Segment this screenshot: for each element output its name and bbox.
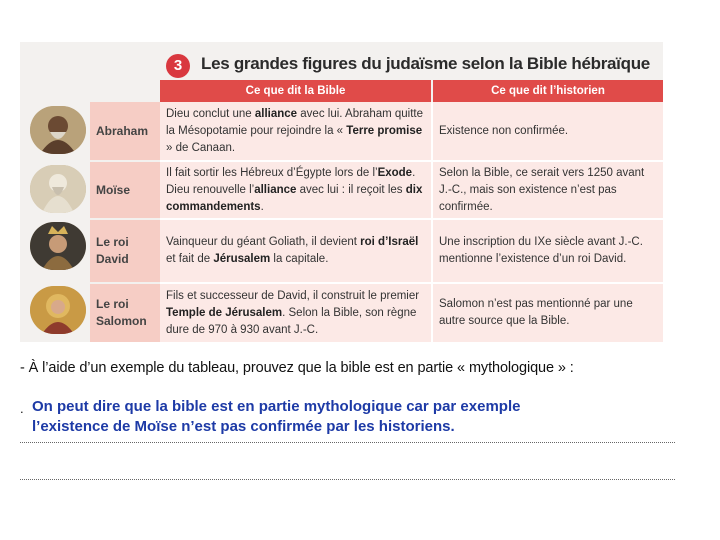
- name-line: David: [96, 252, 129, 266]
- keyword: dix commandements: [166, 183, 423, 213]
- name-line: Moïse: [96, 182, 131, 197]
- answer-line-1: On peut dire que la bible est en partie mythologique car par exemple: [32, 398, 521, 415]
- name-line: Salomon: [96, 314, 147, 328]
- bible-cell-david: [160, 220, 431, 282]
- name-cell-david: [90, 220, 160, 282]
- text-run: » de Canaan.: [166, 141, 236, 154]
- bible-cell-moise: [160, 162, 431, 218]
- figure-table: [20, 42, 663, 342]
- historian-text: Selon la Bible, ce serait vers 1250 avant J.-C., mais son existence n’est pas confirmée.: [439, 166, 645, 213]
- name-cell-salomon: [90, 284, 160, 342]
- bible-cell-abraham: [160, 102, 431, 160]
- name-line: Abraham: [96, 123, 149, 138]
- text-run: avec lui. Abraham quitte la Mésopotamie pour rejoindre la «: [166, 107, 424, 137]
- text-run: Vainqueur du géant Goliath, il devient: [166, 236, 361, 248]
- text-run: .: [260, 200, 264, 213]
- answer-text: [32, 397, 520, 437]
- column-divider: [431, 102, 433, 342]
- historian-cell-david: [433, 220, 663, 282]
- text-run: . Selon la Bible, son règne dure de 970 à 930 avant J.-C.: [166, 306, 417, 336]
- name-line: Le roi: [96, 235, 129, 249]
- question-text: - À l’aide d’un exemple du tableau, prouvez que la bible est en partie « mythologique » :: [20, 360, 574, 376]
- figure-title: Les grandes figures du judaïsme selon la Bible hébraïque: [201, 54, 650, 73]
- name-cell-abraham: [90, 102, 160, 160]
- historian-text: Une inscription du IXe siècle avant J.-C. mentionne l’existence d’un roi David.: [439, 236, 643, 265]
- text-run: et fait de: [166, 253, 214, 265]
- keyword: Jérusalem: [213, 253, 271, 265]
- historian-cell-abraham: [433, 102, 663, 160]
- salomon-mosaic-icon: [30, 286, 86, 334]
- text-run: Fils et successeur de David, il construit le premier: [166, 289, 420, 302]
- historian-text: Salomon n’est pas mentionné par une autre source que la Bible.: [439, 298, 633, 327]
- historian-text: Existence non confirmée.: [439, 124, 569, 137]
- figure-number: 3: [166, 54, 190, 78]
- name-cell-moise: [90, 162, 160, 218]
- figure-header: [20, 42, 663, 80]
- answer-line-2: l’existence de Moïse n’est pas confirmée par les historiens.: [32, 418, 455, 435]
- keyword: roi d’Israël: [360, 236, 419, 248]
- moise-statue-icon: [30, 165, 86, 213]
- text-run: la capitale.: [270, 253, 329, 265]
- david-king-icon: [30, 222, 86, 270]
- historian-cell-salomon: [433, 284, 663, 342]
- bible-text: [166, 106, 425, 157]
- keyword: Exode: [377, 166, 413, 179]
- bible-text: [166, 165, 425, 216]
- dotted-answer-line: [20, 442, 675, 443]
- keyword: Temple de Jérusalem: [166, 306, 283, 319]
- dotted-answer-line: [20, 479, 675, 480]
- abraham-portrait-icon: [30, 106, 86, 154]
- bible-cell-salomon: [160, 284, 431, 342]
- bible-text: [166, 288, 425, 339]
- name-line: Le roi: [96, 297, 129, 311]
- text-run: Dieu conclut une: [166, 107, 255, 120]
- text-run: avec lui : il reçoit les: [296, 183, 406, 196]
- keyword: alliance: [254, 183, 297, 196]
- keyword: alliance: [254, 107, 298, 120]
- answer-bullet: .: [20, 401, 24, 416]
- column-header-historian: Ce que dit l’historien: [433, 80, 663, 102]
- text-run: . Dieu renouvelle l’: [166, 166, 416, 196]
- keyword: Terre promise: [346, 124, 423, 137]
- text-run: Il fait sortir les Hébreux d’Égypte lors de l’: [166, 166, 378, 179]
- bible-text: [166, 234, 425, 268]
- column-header-bible: Ce que dit la Bible: [160, 80, 431, 102]
- historian-cell-moise: [433, 162, 663, 218]
